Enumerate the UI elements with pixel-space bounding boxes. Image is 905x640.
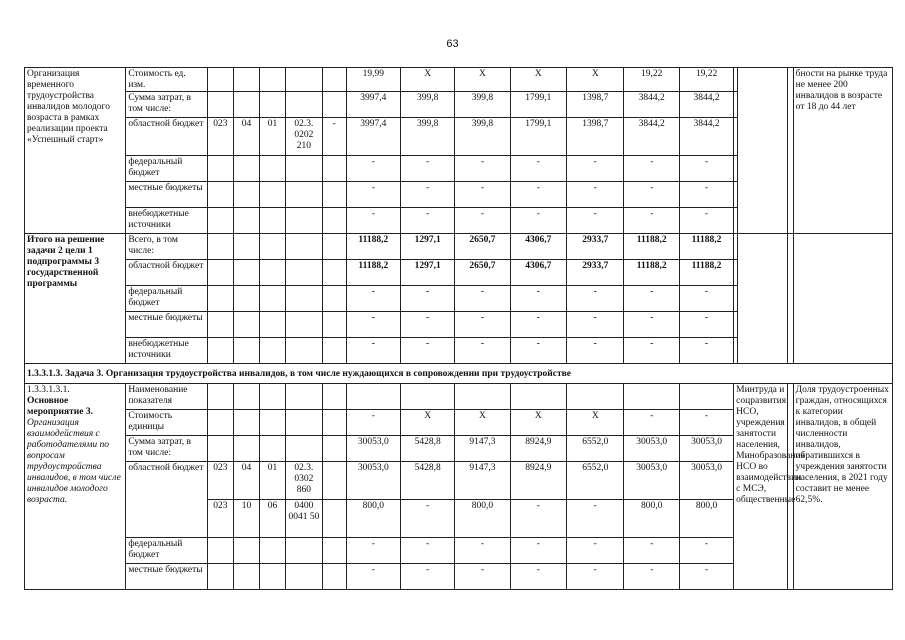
code-cell xyxy=(207,260,233,286)
value-cell: 11188,2 xyxy=(346,260,400,286)
code-cell xyxy=(322,68,346,92)
code-cell xyxy=(322,538,346,564)
value-cell: 2933,7 xyxy=(567,260,624,286)
value-cell: - xyxy=(455,338,510,364)
value-cell: - xyxy=(346,564,400,590)
spacer-cell xyxy=(734,92,738,118)
value-cell: 11188,2 xyxy=(679,260,733,286)
code-cell xyxy=(233,312,259,338)
value-cell: 399,8 xyxy=(400,92,454,118)
value-cell: - xyxy=(510,538,566,564)
value-cell: - xyxy=(567,564,624,590)
table-row xyxy=(25,384,893,410)
value-cell: 9147,3 xyxy=(455,436,510,462)
value-cell: - xyxy=(346,538,400,564)
spacer-cell xyxy=(734,260,738,286)
value-cell: - xyxy=(400,312,454,338)
value-cell: - xyxy=(679,286,733,312)
value-cell: - xyxy=(567,156,624,182)
row-label: внебюджетные источники xyxy=(126,208,207,234)
row-label: Сумма затрат, в том числе: xyxy=(126,436,207,462)
budget-table xyxy=(24,67,893,590)
value-cell: 1799,1 xyxy=(510,118,566,156)
code-cell xyxy=(322,436,346,462)
row-label: Стоимость ед. изм. xyxy=(126,68,207,92)
value-cell: - xyxy=(346,182,400,208)
code-cell xyxy=(233,68,259,92)
code-cell xyxy=(286,312,323,338)
code-cell xyxy=(322,410,346,436)
code-cell xyxy=(207,384,233,410)
block1-result: бности на рынке труда не менее 200 инвалидов в возрасте от 18 до 44 лет xyxy=(793,68,892,234)
code-cell xyxy=(260,182,286,208)
value-cell: - xyxy=(455,312,510,338)
code-cell xyxy=(286,208,323,234)
value-cell: 2933,7 xyxy=(567,234,624,260)
code-cell xyxy=(286,410,323,436)
value-cell: - xyxy=(510,312,566,338)
value-cell: 19,22 xyxy=(679,68,733,92)
row-label: федеральный бюджет xyxy=(126,286,207,312)
value-cell: - xyxy=(624,338,679,364)
code-cell xyxy=(322,208,346,234)
code-cell xyxy=(233,384,259,410)
value-cell xyxy=(346,384,400,410)
value-cell: 30053,0 xyxy=(624,436,679,462)
code-cell xyxy=(233,234,259,260)
value-cell: - xyxy=(455,538,510,564)
code-cell: 04 xyxy=(233,118,259,156)
value-cell: 3844,2 xyxy=(679,92,733,118)
code-cell xyxy=(322,462,346,500)
value-cell: - xyxy=(679,538,733,564)
value-cell: - xyxy=(567,338,624,364)
value-cell: - xyxy=(679,338,733,364)
value-cell: 5428,8 xyxy=(400,436,454,462)
code-cell xyxy=(260,260,286,286)
code-cell: 023 xyxy=(207,500,233,538)
code-cell: 10 xyxy=(233,500,259,538)
code-cell xyxy=(260,92,286,118)
code-cell xyxy=(260,68,286,92)
page-number: 63 xyxy=(446,38,459,50)
row-label: местные бюджеты xyxy=(126,312,207,338)
value-cell: - xyxy=(455,564,510,590)
value-cell: 3844,2 xyxy=(624,92,679,118)
code-cell: - xyxy=(322,118,346,156)
row-label: местные бюджеты xyxy=(126,182,207,208)
code-cell xyxy=(322,384,346,410)
value-cell: - xyxy=(455,208,510,234)
code-cell xyxy=(207,92,233,118)
value-cell: - xyxy=(510,208,566,234)
value-cell: - xyxy=(400,500,454,538)
value-cell: - xyxy=(455,156,510,182)
value-cell: X xyxy=(400,410,454,436)
value-cell: - xyxy=(455,286,510,312)
code-cell xyxy=(207,156,233,182)
value-cell: 399,8 xyxy=(455,92,510,118)
spacer-cell xyxy=(734,312,738,338)
value-cell: - xyxy=(567,182,624,208)
code-cell xyxy=(207,234,233,260)
value-cell: 11188,2 xyxy=(624,234,679,260)
code-cell xyxy=(260,410,286,436)
value-cell: - xyxy=(510,182,566,208)
code-cell xyxy=(207,68,233,92)
row-label: областной бюджет xyxy=(126,260,207,286)
code-cell: 01 xyxy=(260,118,286,156)
code-cell xyxy=(260,286,286,312)
block3-title-italic: Организация взаимодействия с работодателями по вопросам трудоустройства инвалидов, в том числе инвалидов молодого возраста. xyxy=(27,418,121,505)
value-cell: 399,8 xyxy=(455,118,510,156)
result-cell xyxy=(793,234,892,364)
value-cell: - xyxy=(624,156,679,182)
value-cell: 1297,1 xyxy=(400,234,454,260)
value-cell: - xyxy=(510,338,566,364)
code-cell xyxy=(207,208,233,234)
value-cell: - xyxy=(400,182,454,208)
value-cell: - xyxy=(624,182,679,208)
value-cell: 11188,2 xyxy=(346,234,400,260)
code-cell xyxy=(233,564,259,590)
value-cell: - xyxy=(679,410,733,436)
value-cell: 6552,0 xyxy=(567,436,624,462)
code-cell xyxy=(286,338,323,364)
value-cell: 399,8 xyxy=(400,118,454,156)
table-row xyxy=(25,234,893,260)
value-cell: 11188,2 xyxy=(679,234,733,260)
executor-cell xyxy=(738,68,788,234)
code-cell xyxy=(322,564,346,590)
code-cell xyxy=(233,538,259,564)
value-cell: 30053,0 xyxy=(346,436,400,462)
value-cell: 800,0 xyxy=(455,500,510,538)
value-cell: - xyxy=(624,564,679,590)
code-cell xyxy=(233,286,259,312)
code-cell xyxy=(286,234,323,260)
value-cell: 19,99 xyxy=(346,68,400,92)
spacer-cell xyxy=(734,118,738,156)
block1-title: Организация временного трудоустройства инвалидов молодого возраста в рамках реализации проекта «Успешный старт» xyxy=(25,68,126,234)
spacer-cell xyxy=(734,338,738,364)
row-label: федеральный бюджет xyxy=(126,156,207,182)
row-label: областной бюджет xyxy=(126,118,207,156)
value-cell: 8924,9 xyxy=(510,436,566,462)
value-cell: - xyxy=(624,410,679,436)
value-cell: - xyxy=(455,182,510,208)
row-label: Наименование показателя xyxy=(126,384,207,410)
code-cell xyxy=(233,182,259,208)
code-cell: 02.3. 0202 210 xyxy=(286,118,323,156)
value-cell: 3997,4 xyxy=(346,118,400,156)
executor-cell: Минтруда и соцразвития НСО, учреждения занятости населения, Минобразования НСО во взаимодействии с МСЭ, общественные xyxy=(734,384,788,590)
value-cell xyxy=(624,384,679,410)
code-cell xyxy=(207,410,233,436)
code-cell: 06 xyxy=(260,500,286,538)
value-cell: - xyxy=(567,312,624,338)
value-cell: X xyxy=(567,410,624,436)
code-cell xyxy=(322,286,346,312)
code-cell xyxy=(322,156,346,182)
code-cell xyxy=(233,156,259,182)
code-cell xyxy=(286,156,323,182)
value-cell: 6552,0 xyxy=(567,462,624,500)
code-cell xyxy=(260,156,286,182)
value-cell: - xyxy=(400,564,454,590)
code-cell xyxy=(207,286,233,312)
value-cell: - xyxy=(346,156,400,182)
code-cell xyxy=(286,286,323,312)
code-cell xyxy=(207,436,233,462)
value-cell: 30053,0 xyxy=(679,462,733,500)
code-cell xyxy=(322,92,346,118)
value-cell: - xyxy=(624,286,679,312)
value-cell: 19,22 xyxy=(624,68,679,92)
value-cell: 1398,7 xyxy=(567,92,624,118)
value-cell: 5428,8 xyxy=(400,462,454,500)
row-label: Всего, в том числе: xyxy=(126,234,207,260)
code-cell xyxy=(286,182,323,208)
code-cell xyxy=(286,436,323,462)
value-cell: - xyxy=(510,564,566,590)
value-cell: X xyxy=(455,410,510,436)
value-cell: 11188,2 xyxy=(624,260,679,286)
block2-title: Итого на решение задачи 2 цели 1 подпрограммы 3 государственной программы xyxy=(25,234,126,364)
code-cell xyxy=(286,538,323,564)
code-cell xyxy=(260,312,286,338)
value-cell: - xyxy=(346,410,400,436)
value-cell: X xyxy=(510,68,566,92)
value-cell: - xyxy=(510,286,566,312)
value-cell: - xyxy=(400,156,454,182)
spacer-cell xyxy=(734,286,738,312)
value-cell: - xyxy=(346,208,400,234)
value-cell: - xyxy=(400,338,454,364)
value-cell: X xyxy=(510,410,566,436)
value-cell: 30053,0 xyxy=(679,436,733,462)
code-cell xyxy=(207,338,233,364)
value-cell: - xyxy=(346,338,400,364)
section-row xyxy=(25,364,893,384)
value-cell: - xyxy=(624,208,679,234)
value-cell xyxy=(510,384,566,410)
executor-cell xyxy=(738,234,788,364)
code-cell xyxy=(233,208,259,234)
code-cell xyxy=(322,338,346,364)
value-cell: 4306,7 xyxy=(510,260,566,286)
value-cell: X xyxy=(455,68,510,92)
row-label: Сумма затрат, в том числе: xyxy=(126,92,207,118)
value-cell xyxy=(679,384,733,410)
block3-title-cell xyxy=(25,384,126,590)
value-cell: 2650,7 xyxy=(455,260,510,286)
value-cell: - xyxy=(510,156,566,182)
code-cell xyxy=(207,312,233,338)
value-cell: 3997,4 xyxy=(346,92,400,118)
code-cell: 023 xyxy=(207,462,233,500)
value-cell: 8924,9 xyxy=(510,462,566,500)
spacer-cell xyxy=(734,182,738,208)
value-cell: - xyxy=(679,564,733,590)
value-cell: X xyxy=(567,68,624,92)
row-label: Стоимость единицы xyxy=(126,410,207,436)
value-cell xyxy=(567,384,624,410)
code-cell xyxy=(233,92,259,118)
value-cell: - xyxy=(510,500,566,538)
value-cell: - xyxy=(346,286,400,312)
value-cell: 2650,7 xyxy=(455,234,510,260)
code-cell xyxy=(322,182,346,208)
value-cell: - xyxy=(567,500,624,538)
value-cell: - xyxy=(679,156,733,182)
value-cell: - xyxy=(567,286,624,312)
value-cell: X xyxy=(400,68,454,92)
value-cell xyxy=(455,384,510,410)
code-cell xyxy=(322,260,346,286)
code-cell xyxy=(233,260,259,286)
code-cell xyxy=(260,338,286,364)
spacer-cell xyxy=(734,208,738,234)
value-cell: 30053,0 xyxy=(624,462,679,500)
value-cell: 30053,0 xyxy=(346,462,400,500)
code-cell xyxy=(286,92,323,118)
row-label: федеральный бюджет xyxy=(126,538,207,564)
block3-title-bold: Основное мероприятие 3. xyxy=(27,396,93,417)
code-cell xyxy=(286,68,323,92)
code-cell xyxy=(322,234,346,260)
code-cell xyxy=(286,564,323,590)
value-cell: 4306,7 xyxy=(510,234,566,260)
value-cell: 1297,1 xyxy=(400,260,454,286)
value-cell: 3844,2 xyxy=(624,118,679,156)
code-cell xyxy=(260,538,286,564)
value-cell: - xyxy=(346,312,400,338)
code-cell xyxy=(260,208,286,234)
code-cell xyxy=(286,384,323,410)
value-cell: - xyxy=(624,538,679,564)
value-cell: - xyxy=(400,538,454,564)
row-label: местные бюджеты xyxy=(126,564,207,590)
value-cell: - xyxy=(400,286,454,312)
value-cell: - xyxy=(567,538,624,564)
value-cell: 9147,3 xyxy=(455,462,510,500)
code-cell xyxy=(260,384,286,410)
code-cell xyxy=(233,338,259,364)
code-cell: 0400 0041 50 xyxy=(286,500,323,538)
code-cell xyxy=(286,260,323,286)
value-cell: - xyxy=(679,182,733,208)
value-cell: - xyxy=(567,208,624,234)
code-cell xyxy=(207,564,233,590)
section-header: 1.3.3.1.3. Задача 3. Организация трудоустройства инвалидов, в том числе нуждающихся в сопровождении при трудоустройстве xyxy=(25,364,893,384)
value-cell: - xyxy=(679,208,733,234)
spacer-cell xyxy=(734,156,738,182)
value-cell: - xyxy=(624,312,679,338)
code-cell: 04 xyxy=(233,462,259,500)
value-cell: 800,0 xyxy=(624,500,679,538)
code-cell xyxy=(233,436,259,462)
value-cell: - xyxy=(679,312,733,338)
block3-code: 1.3.3.1.3.1. xyxy=(27,385,70,395)
code-cell xyxy=(233,410,259,436)
code-cell xyxy=(207,182,233,208)
value-cell: 1799,1 xyxy=(510,92,566,118)
row-label: областной бюджет xyxy=(126,462,207,538)
code-cell xyxy=(322,312,346,338)
code-cell xyxy=(260,564,286,590)
code-cell xyxy=(260,436,286,462)
value-cell: 800,0 xyxy=(679,500,733,538)
value-cell: 3844,2 xyxy=(679,118,733,156)
code-cell: 02.3. 0302 860 xyxy=(286,462,323,500)
value-cell: - xyxy=(400,208,454,234)
code-cell xyxy=(322,500,346,538)
value-cell: 1398,7 xyxy=(567,118,624,156)
code-cell xyxy=(207,538,233,564)
block3-result: Доля трудоустроенных граждан, относящихся к категории инвалидов, в общей численности инвалидов, обратившихся в учреждения занятости населения, в 2021 году составит не менее 62,5%. xyxy=(793,384,892,590)
table-row xyxy=(25,68,893,92)
code-cell xyxy=(260,234,286,260)
value-cell xyxy=(400,384,454,410)
row-label: внебюджетные источники xyxy=(126,338,207,364)
code-cell: 023 xyxy=(207,118,233,156)
value-cell: 800,0 xyxy=(346,500,400,538)
code-cell: 01 xyxy=(260,462,286,500)
